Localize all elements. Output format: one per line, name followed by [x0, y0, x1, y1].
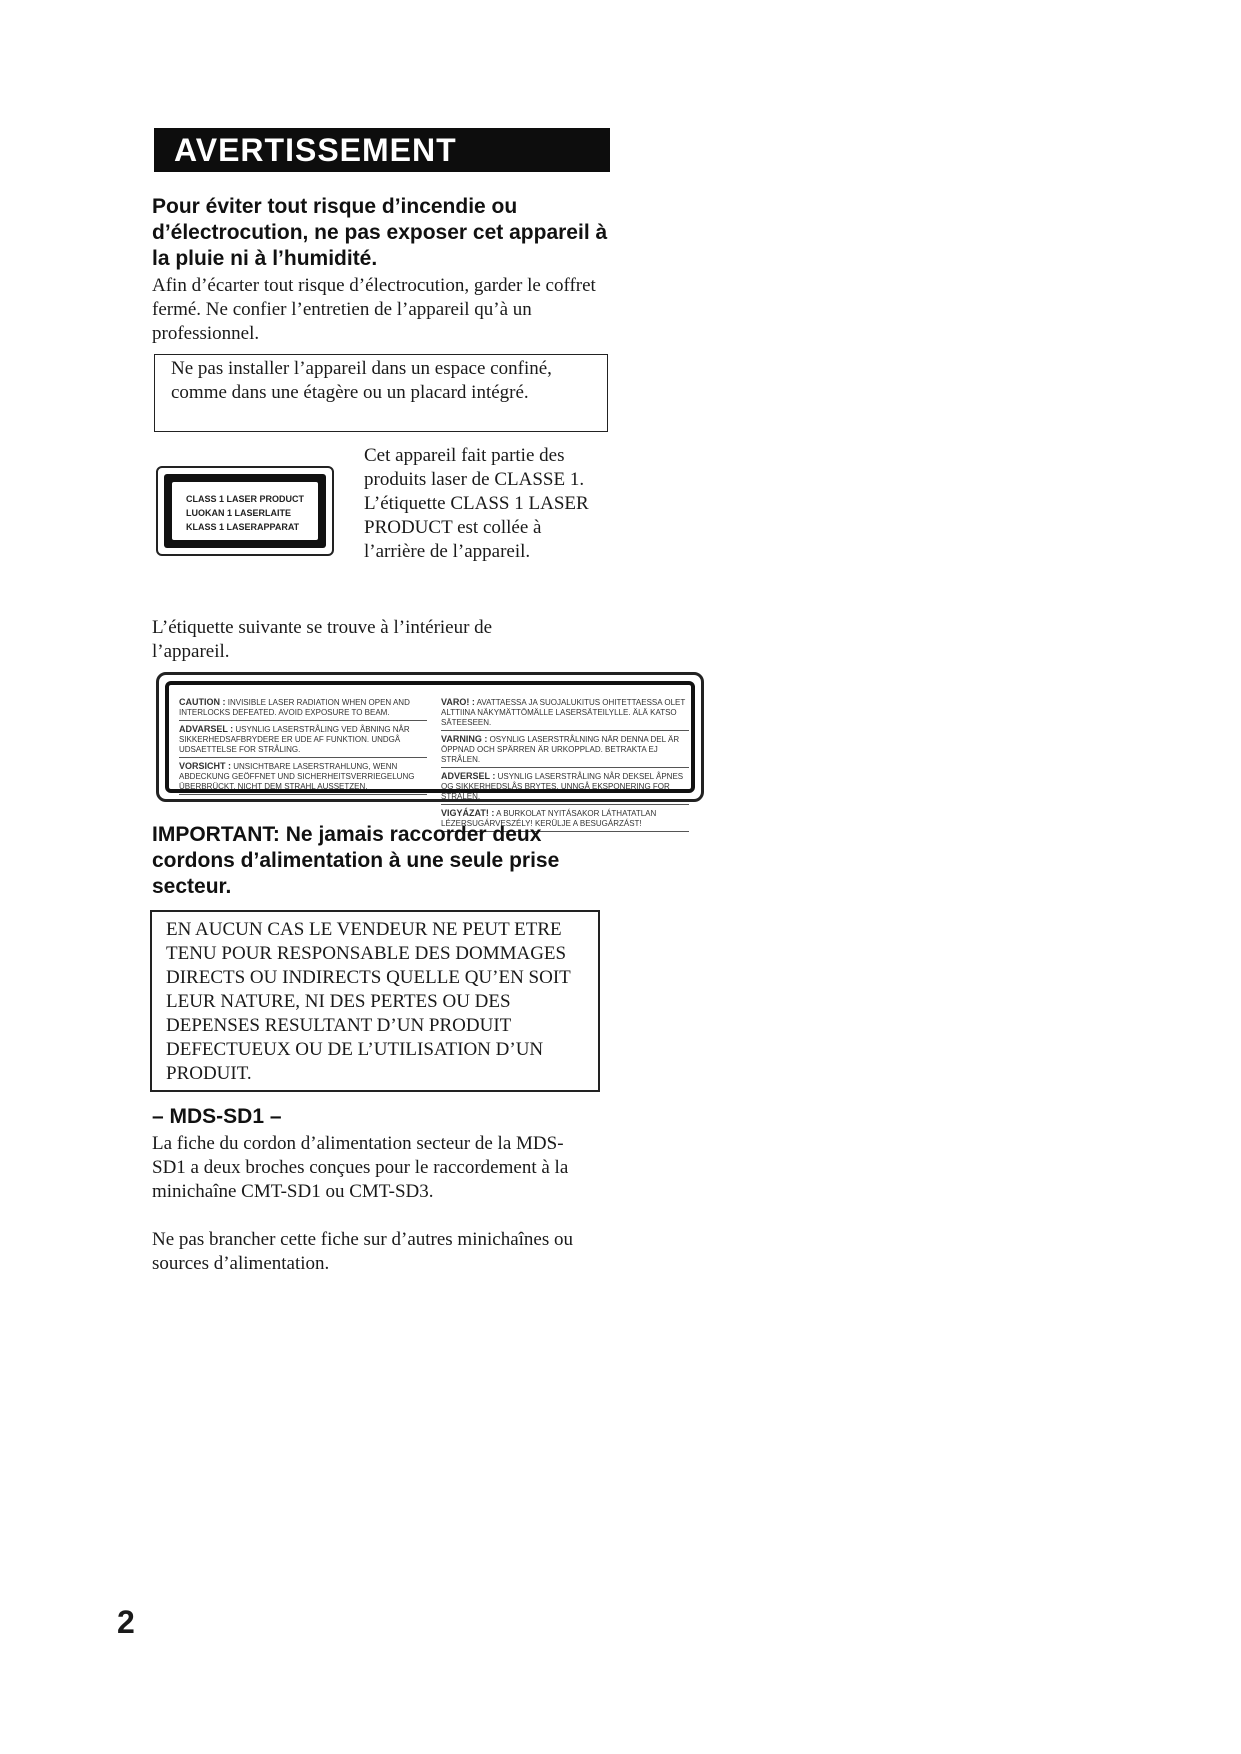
- page-number: 2: [117, 1604, 135, 1640]
- caution-text: OSYNLIG LASERSTRÅLNING NÄR DENNA DEL ÄR ÖPPNAD OCH SPÄRREN ÄR URKOPPLAD. BETRAKTA EJ STRÅLEN.: [441, 735, 680, 764]
- caution-entry: [179, 697, 427, 721]
- caution-entry: [179, 761, 427, 795]
- install-warning-box: [154, 354, 608, 432]
- caution-text: INVISIBLE LASER RADIATION WHEN OPEN AND INTERLOCKS DEFEATED. AVOID EXPOSURE TO BEAM.: [179, 698, 410, 717]
- label-line-3: KLASS 1 LASERAPPARAT: [186, 522, 300, 532]
- caution-key: VIGYÁZAT! :: [441, 808, 495, 818]
- caution-column-left: [179, 697, 427, 798]
- laser-description: Cet appareil fait partie des produits laser de CLASSE 1. L’étiquette CLASS 1 LASER PRODUCT est collée à l’arrière de l’appareil.: [364, 445, 589, 562]
- caution-text: USYNLIG LASERSTRÅLING NÅR DEKSEL ÅPNES OG SIKKERHEDSLÅS BRYTES. UNNGÅ EKSPONERING FOR STRÅLEN.: [441, 772, 684, 801]
- caution-entry: [441, 734, 689, 768]
- caution-text: AVATTAESSA JA SUOJALUKITUS OHITETTAESSA OLET ALTTIINA NÄKYMÄTTÖMÄLLE LASERSÄTEILYLLE. ÄLÄ KATSO SÄTEESEEN.: [441, 698, 686, 727]
- caution-key: CAUTION :: [179, 697, 226, 707]
- caution-key: ADVARSEL :: [179, 724, 234, 734]
- install-warning-text: Ne pas installer l’appareil dans un espace confiné, comme dans une étagère ou un placard intégré.: [171, 358, 552, 403]
- caution-key: VARNING :: [441, 734, 488, 744]
- caution-column-right: [441, 697, 689, 835]
- inside-label-text: L’étiquette suivante se trouve à l’intérieur de l’appareil.: [152, 617, 493, 662]
- label-border: [164, 474, 326, 548]
- caution-entry: [441, 771, 689, 805]
- page-title: AVERTISSEMENT: [154, 128, 610, 172]
- caution-label-frame: [165, 681, 695, 828]
- model-heading: – MDS-SD1 –: [152, 1105, 282, 1128]
- label-line-1: CLASS 1 LASER PRODUCT: [186, 494, 305, 504]
- laser-class-label: [156, 466, 334, 556]
- model-paragraph-2: Ne pas brancher cette fiche sur d’autres minichaînes ou sources d’alimentation.: [152, 1229, 573, 1274]
- liability-text: EN AUCUN CAS LE VENDEUR NE PEUT ETRE TENU POUR RESPONSABLE DES DOMMAGES DIRECTS OU INDIRECTS QUELLE QU’EN SOIT LEUR NATURE, NI DES PERTES OU DES DEPENSES RESULTANT D’UN PRODUIT DEFECTUEUX OU DE L’UTILISATION D’UN PRODUIT.: [166, 919, 571, 1084]
- important-heading: IMPORTANT: Ne jamais raccorder deux cordons d’alimentation à une seule prise secteur.: [152, 823, 560, 898]
- label-face: [172, 482, 318, 540]
- caution-key: VORSICHT :: [179, 761, 232, 771]
- caution-key: VARO! :: [441, 697, 475, 707]
- intro-paragraph: Afin d’écarter tout risque d’électrocution, garder le coffret fermé. Ne confier l’entretien de l’appareil qu’à un professionnel.: [152, 275, 596, 344]
- label-line-2: LUOKAN 1 LASERLAITE: [186, 508, 292, 518]
- caution-entry: [179, 724, 427, 758]
- caution-entry: [441, 697, 689, 731]
- model-paragraph-1: La fiche du cordon d’alimentation secteur de la MDS-SD1 a deux broches conçues pour le raccordement à la minichaîne CMT-SD1 ou CMT-SD3.: [152, 1133, 569, 1202]
- warning-heading: Pour éviter tout risque d’incendie ou d’électrocution, ne pas exposer cet appareil à la pluie ni à l’humidité.: [152, 195, 608, 270]
- caution-text: USYNLIG LASERSTRÅLING VED ÅBNING NÅR SIKKERHEDSAFBRYDERE ER UDE AF FUNKTION. UNDGÅ UDSAETTELSE FOR STRÅLING.: [179, 725, 410, 754]
- caution-text: A BURKOLAT NYITÁSAKOR LÁTHATATLAN LÉZERSUGÁRVESZÉLY! KERÜLJE A BESUGÁRZÁST!: [441, 809, 657, 828]
- caution-label: [156, 672, 704, 828]
- liability-box: [150, 910, 600, 1092]
- caution-text: UNSICHTBARE LASERSTRAHLUNG, WENN ABDECKUNG GEÖFFNET UND SICHERHEITSVERRIEGELUNG ÜBERBRÜCKT. NICHT DEM STRAHL AUSSETZEN.: [179, 762, 415, 791]
- caution-key: ADVERSEL :: [441, 771, 496, 781]
